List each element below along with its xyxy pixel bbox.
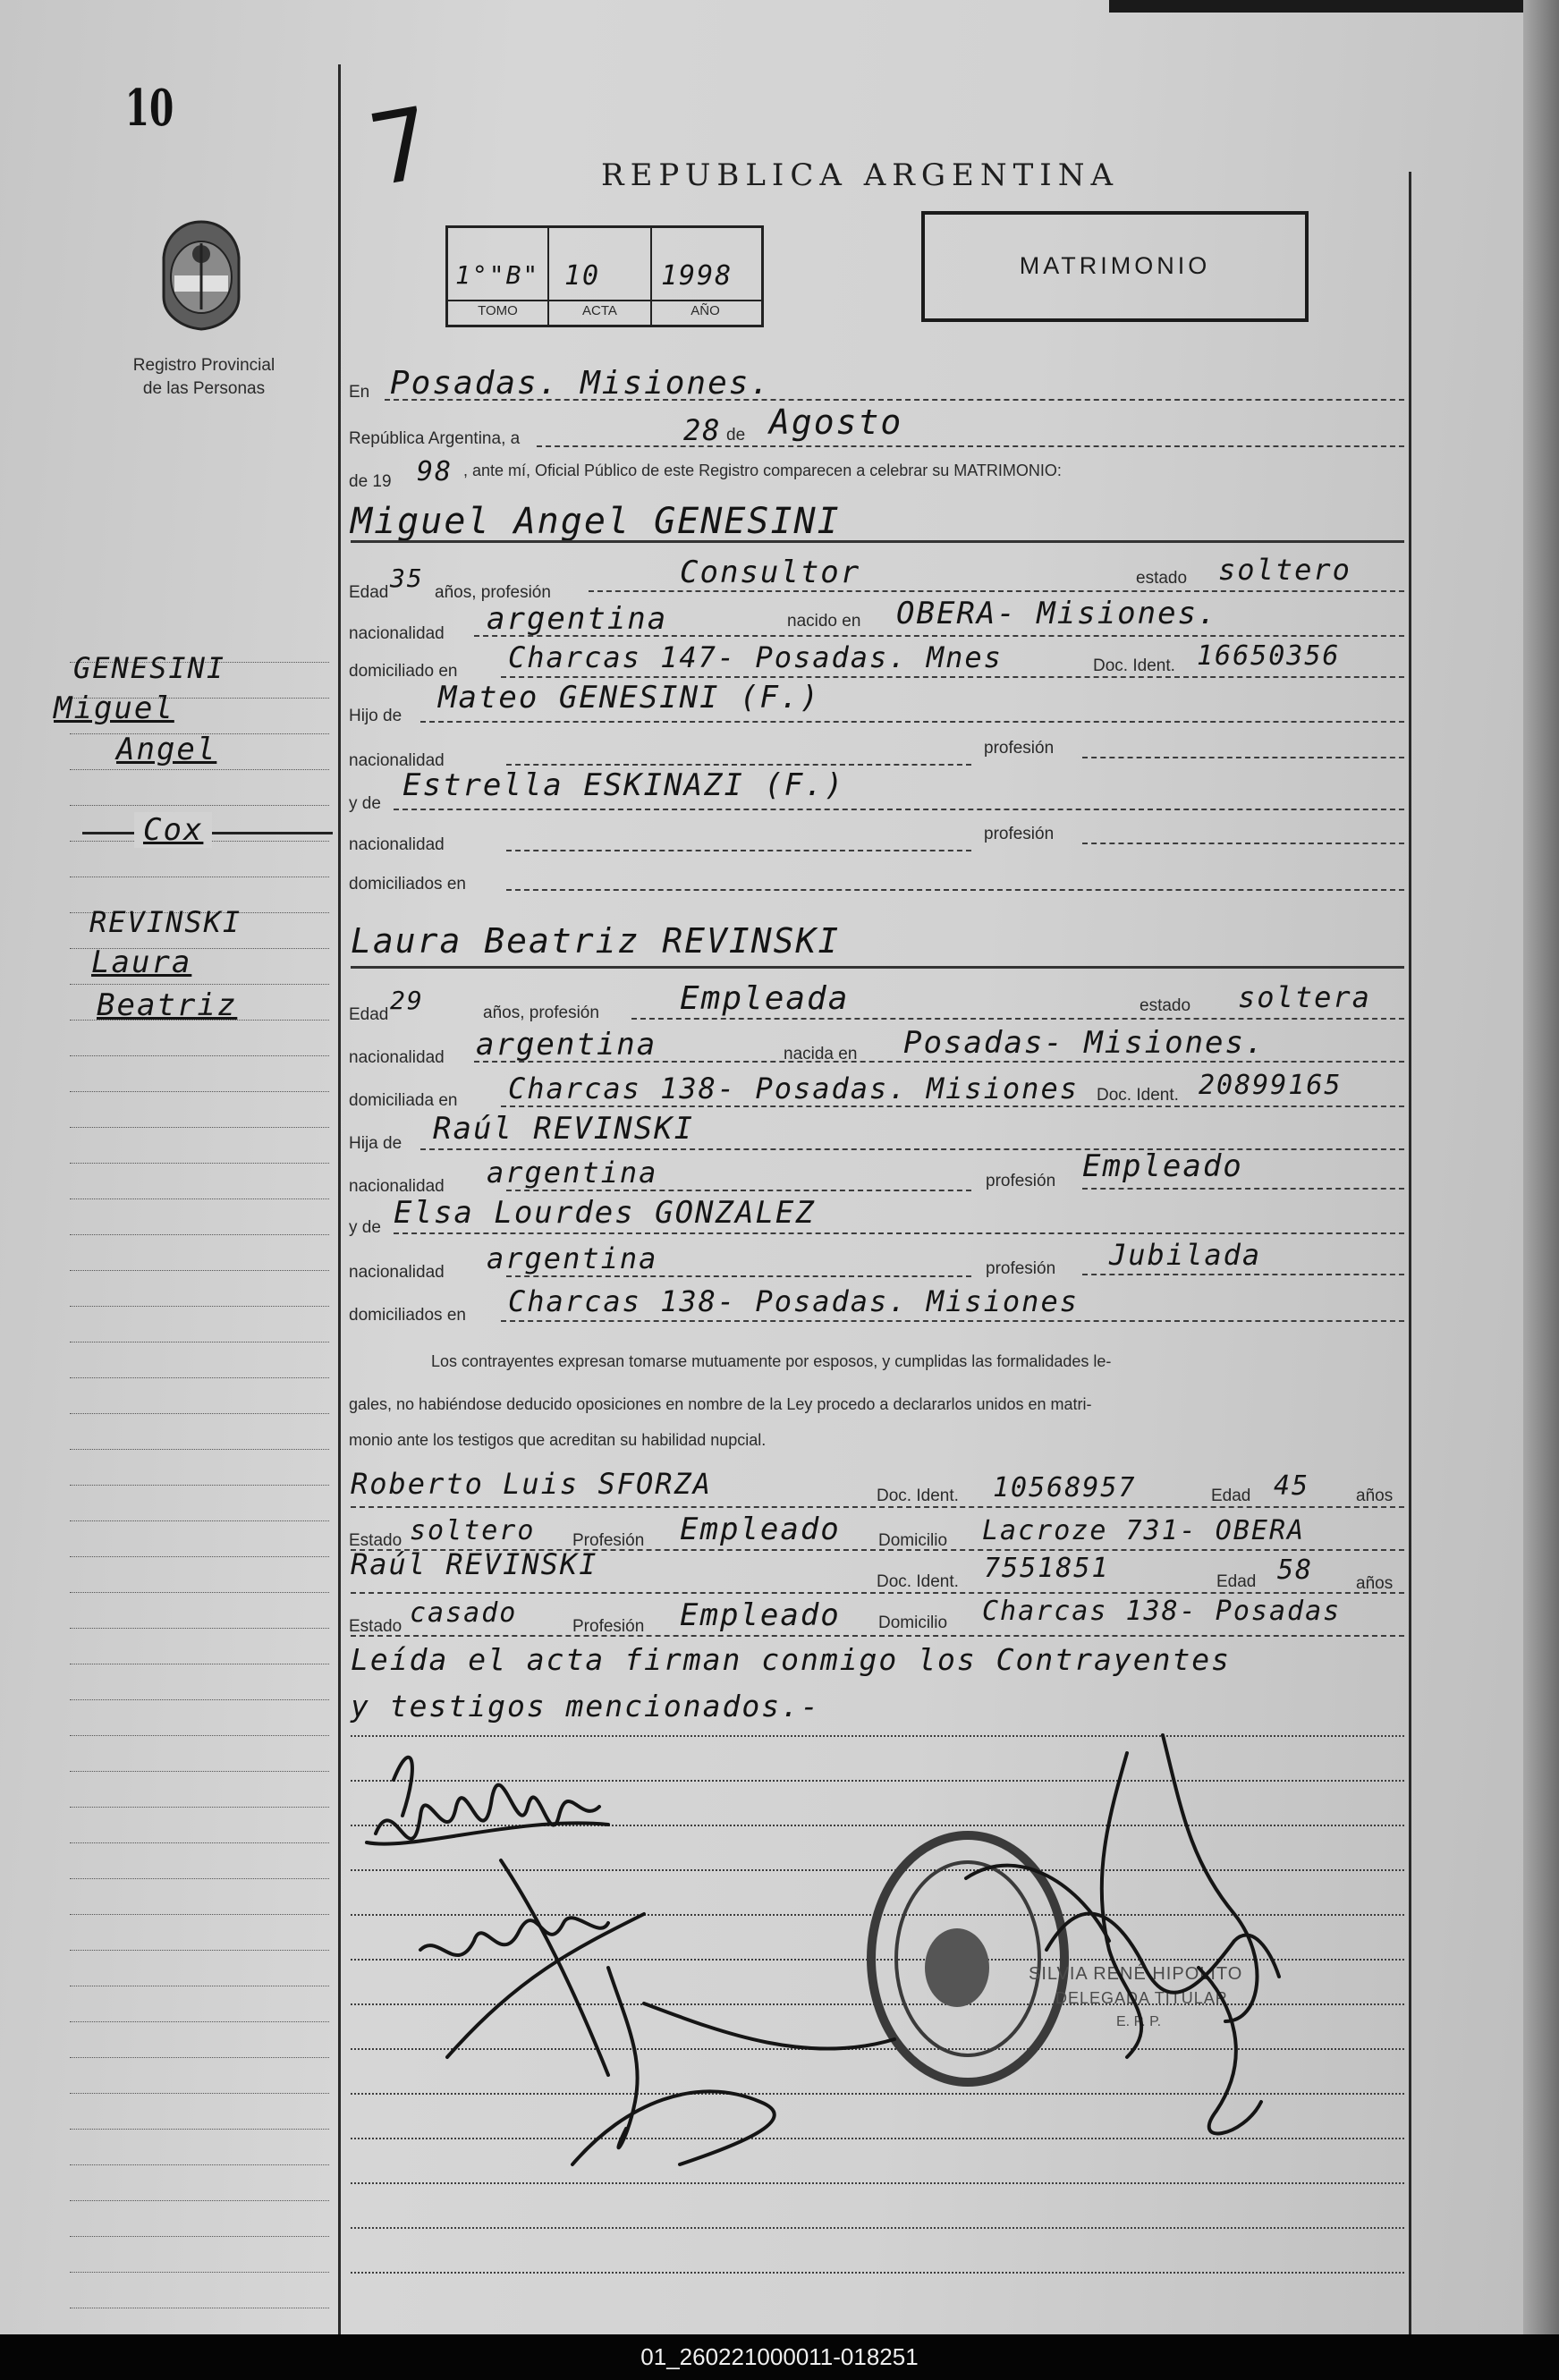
label-domiciliada-en: domiciliada en <box>349 1091 458 1110</box>
ano-label: AÑO <box>691 303 720 318</box>
groom-name: Miguel Angel GENESINI <box>351 501 841 542</box>
label-republica: República Argentina, a <box>349 429 521 448</box>
label-domicilio-2: Domicilio <box>878 1613 948 1632</box>
registry-line-2: de las Personas <box>142 379 266 398</box>
label-profesion-3: profesión <box>986 1172 1056 1190</box>
label-nacionalidad-5: nacionalidad <box>349 1177 445 1196</box>
witness-2-domicile: Charcas 138- Posadas <box>982 1596 1342 1627</box>
label-edad-1: Edad <box>349 583 389 602</box>
margin-note: 7 <box>361 85 442 208</box>
label-doc-ident-4: Doc. Ident. <box>877 1572 959 1591</box>
record-table <box>445 225 764 327</box>
bride-birthplace: Posadas- Misiones. <box>903 1025 1266 1061</box>
bride-mother-profession: Jubilada <box>1109 1238 1262 1272</box>
signature-scribbles-icon <box>340 1681 1413 2236</box>
label-nacido-en: nacido en <box>787 612 861 631</box>
margin-surname-2: REVINSKI <box>89 905 242 939</box>
groom-father: Mateo GENESINI (F.) <box>438 680 820 716</box>
margin-given-2b: Beatriz <box>97 987 238 1023</box>
label-profesion-6: Profesión <box>572 1617 645 1636</box>
label-nacionalidad-1: nacionalidad <box>349 624 445 643</box>
page-edge <box>1523 0 1559 2334</box>
acta-value: 10 <box>564 260 601 292</box>
bride-doc: 20899165 <box>1199 1070 1343 1101</box>
paragraph-line-2: gales, no habiéndose deducido oposiciones en nombre de la Ley procedo a declararlos unidos en matri- <box>349 1395 1092 1413</box>
witness-2-doc: 7551851 <box>984 1553 1110 1584</box>
groom-age: 35 <box>390 563 424 593</box>
intro-text: , ante mí, Oficial Público de este Registro comparecen a celebrar su MATRIMONIO: <box>463 462 1062 479</box>
document-title: REPUBLICA ARGENTINA <box>601 157 1120 193</box>
label-nacida-en: nacida en <box>784 1045 858 1063</box>
page-number: 10 <box>124 79 174 138</box>
label-doc-ident-2: Doc. Ident. <box>1097 1086 1179 1105</box>
margin-given-1b: Angel <box>116 732 217 767</box>
label-nacionalidad-3: nacionalidad <box>349 835 445 854</box>
label-estado-1: estado <box>1136 569 1188 588</box>
tomo-value: 1°"B" <box>455 260 540 290</box>
label-domiciliado-en: domiciliado en <box>349 662 458 681</box>
stamp-title: DELEGADA TITULAR <box>1055 1989 1228 2007</box>
acta-label: ACTA <box>582 303 617 318</box>
bride-father: Raúl REVINSKI <box>433 1111 695 1147</box>
label-de-19: de 19 <box>349 472 392 491</box>
year-value: 98 <box>417 456 453 487</box>
label-doc-ident-1: Doc. Ident. <box>1093 656 1175 675</box>
label-edad-4: Edad <box>1216 1572 1257 1591</box>
label-edad-2: Edad <box>349 1005 389 1024</box>
groom-domicile: Charcas 147- Posadas. Mnes <box>508 640 1003 674</box>
bride-name: Laura Beatriz REVINSKI <box>351 921 841 961</box>
label-hija-de: Hija de <box>349 1134 402 1153</box>
bride-age: 29 <box>390 986 424 1015</box>
groom-mother: Estrella ESKINAZI (F.) <box>402 767 845 803</box>
closing-line-1: Leída el acta firman conmigo los Contrayentes <box>351 1642 1232 1677</box>
bride-father-profession: Empleado <box>1082 1148 1243 1184</box>
witness-2-name: Raúl REVINSKI <box>351 1547 598 1581</box>
label-domiciliados-en-2: domiciliados en <box>349 1306 466 1325</box>
witness-1-profession: Empleado <box>680 1512 841 1547</box>
label-anos-profesion-1: años, profesión <box>435 583 551 602</box>
margin-given-1a: Miguel <box>54 690 174 726</box>
label-nacionalidad-2: nacionalidad <box>349 751 445 770</box>
bride-profession: Empleada <box>680 980 850 1017</box>
bride-state: soltera <box>1238 980 1371 1014</box>
label-edad-3: Edad <box>1211 1486 1251 1505</box>
registry-line-1: Registro Provincial <box>132 356 275 375</box>
closing-line-2: y testigos mencionados.- <box>351 1689 820 1724</box>
label-hijo-de: Hijo de <box>349 707 402 725</box>
witness-1-age: 45 <box>1274 1470 1310 1502</box>
witness-2-age: 58 <box>1277 1554 1314 1586</box>
label-y-de-2: y de <box>349 1218 381 1237</box>
witness-2-profession: Empleado <box>680 1597 841 1633</box>
label-domicilio-1: Domicilio <box>878 1531 948 1550</box>
witness-1-name: Roberto Luis SFORZA <box>351 1467 713 1501</box>
groom-state: soltero <box>1218 553 1351 587</box>
month-value: Agosto <box>769 402 903 442</box>
margin-given-2a: Laura <box>91 944 192 980</box>
day-value: 28 <box>683 413 722 447</box>
place-value: Posadas. Misiones. <box>390 365 772 402</box>
label-profesion-1: profesión <box>984 739 1055 758</box>
groom-profession: Consultor <box>680 555 861 590</box>
label-nacionalidad-4: nacionalidad <box>349 1048 445 1067</box>
bride-mother-nationality: argentina <box>487 1241 658 1275</box>
stamp-code: E. P. P. <box>1116 2014 1162 2029</box>
matrimonio-label: MATRIMONIO <box>1019 252 1211 279</box>
stamp-name: SILVIA RENÉ HIPOLITO <box>1029 1964 1243 1984</box>
label-profesion-5: Profesión <box>572 1531 645 1550</box>
label-domiciliados-en-1: domiciliados en <box>349 875 466 894</box>
margin-cox-note: Cox <box>134 812 212 848</box>
label-nacionalidad-6: nacionalidad <box>349 1263 445 1282</box>
label-doc-ident-3: Doc. Ident. <box>877 1486 959 1505</box>
groom-doc: 16650356 <box>1197 640 1341 672</box>
bride-parents-domicile: Charcas 138- Posadas. Misiones <box>508 1284 1079 1318</box>
witness-1-state: soltero <box>410 1515 536 1546</box>
bride-nationality: argentina <box>476 1027 657 1063</box>
bride-mother: Elsa Lourdes GONZALEZ <box>394 1195 816 1231</box>
coat-of-arms-icon <box>148 216 255 333</box>
tomo-label: TOMO <box>478 303 518 318</box>
paragraph-line-1: Los contrayentes expresan tomarse mutuamente por esposos, y cumplidas las formalidades le- <box>431 1352 1112 1370</box>
matrimonio-box <box>921 211 1309 322</box>
label-estado-2: estado <box>1140 996 1191 1015</box>
label-y-de-1: y de <box>349 794 381 813</box>
label-estado-3: Estado <box>349 1531 402 1550</box>
paragraph-line-3: monio ante los testigos que acreditan su habilidad nupcial. <box>349 1431 767 1449</box>
witness-1-domicile: Lacroze 731- OBERA <box>982 1515 1306 1546</box>
label-estado-4: Estado <box>349 1617 402 1636</box>
label-anos-2: años <box>1356 1574 1394 1593</box>
label-profesion-2: profesión <box>984 825 1055 843</box>
scan-shadow <box>1109 0 1559 13</box>
label-en: En <box>349 383 370 402</box>
label-profesion-4: profesión <box>986 1259 1056 1278</box>
witness-2-state: casado <box>410 1597 518 1629</box>
label-de: de <box>726 426 746 445</box>
image-id-footer: 01_260221000011-018251 <box>0 2334 1559 2380</box>
groom-nationality: argentina <box>487 601 668 637</box>
label-anos-profesion-2: años, profesión <box>483 1004 599 1022</box>
ano-value: 1998 <box>661 260 733 292</box>
witness-1-doc: 10568957 <box>993 1472 1137 1503</box>
bride-father-nationality: argentina <box>487 1156 658 1190</box>
label-anos-1: años <box>1356 1486 1394 1505</box>
bride-domicile: Charcas 138- Posadas. Misiones <box>508 1071 1079 1105</box>
groom-birthplace: OBERA- Misiones. <box>896 596 1218 631</box>
margin-surname-1: GENESINI <box>73 651 226 685</box>
